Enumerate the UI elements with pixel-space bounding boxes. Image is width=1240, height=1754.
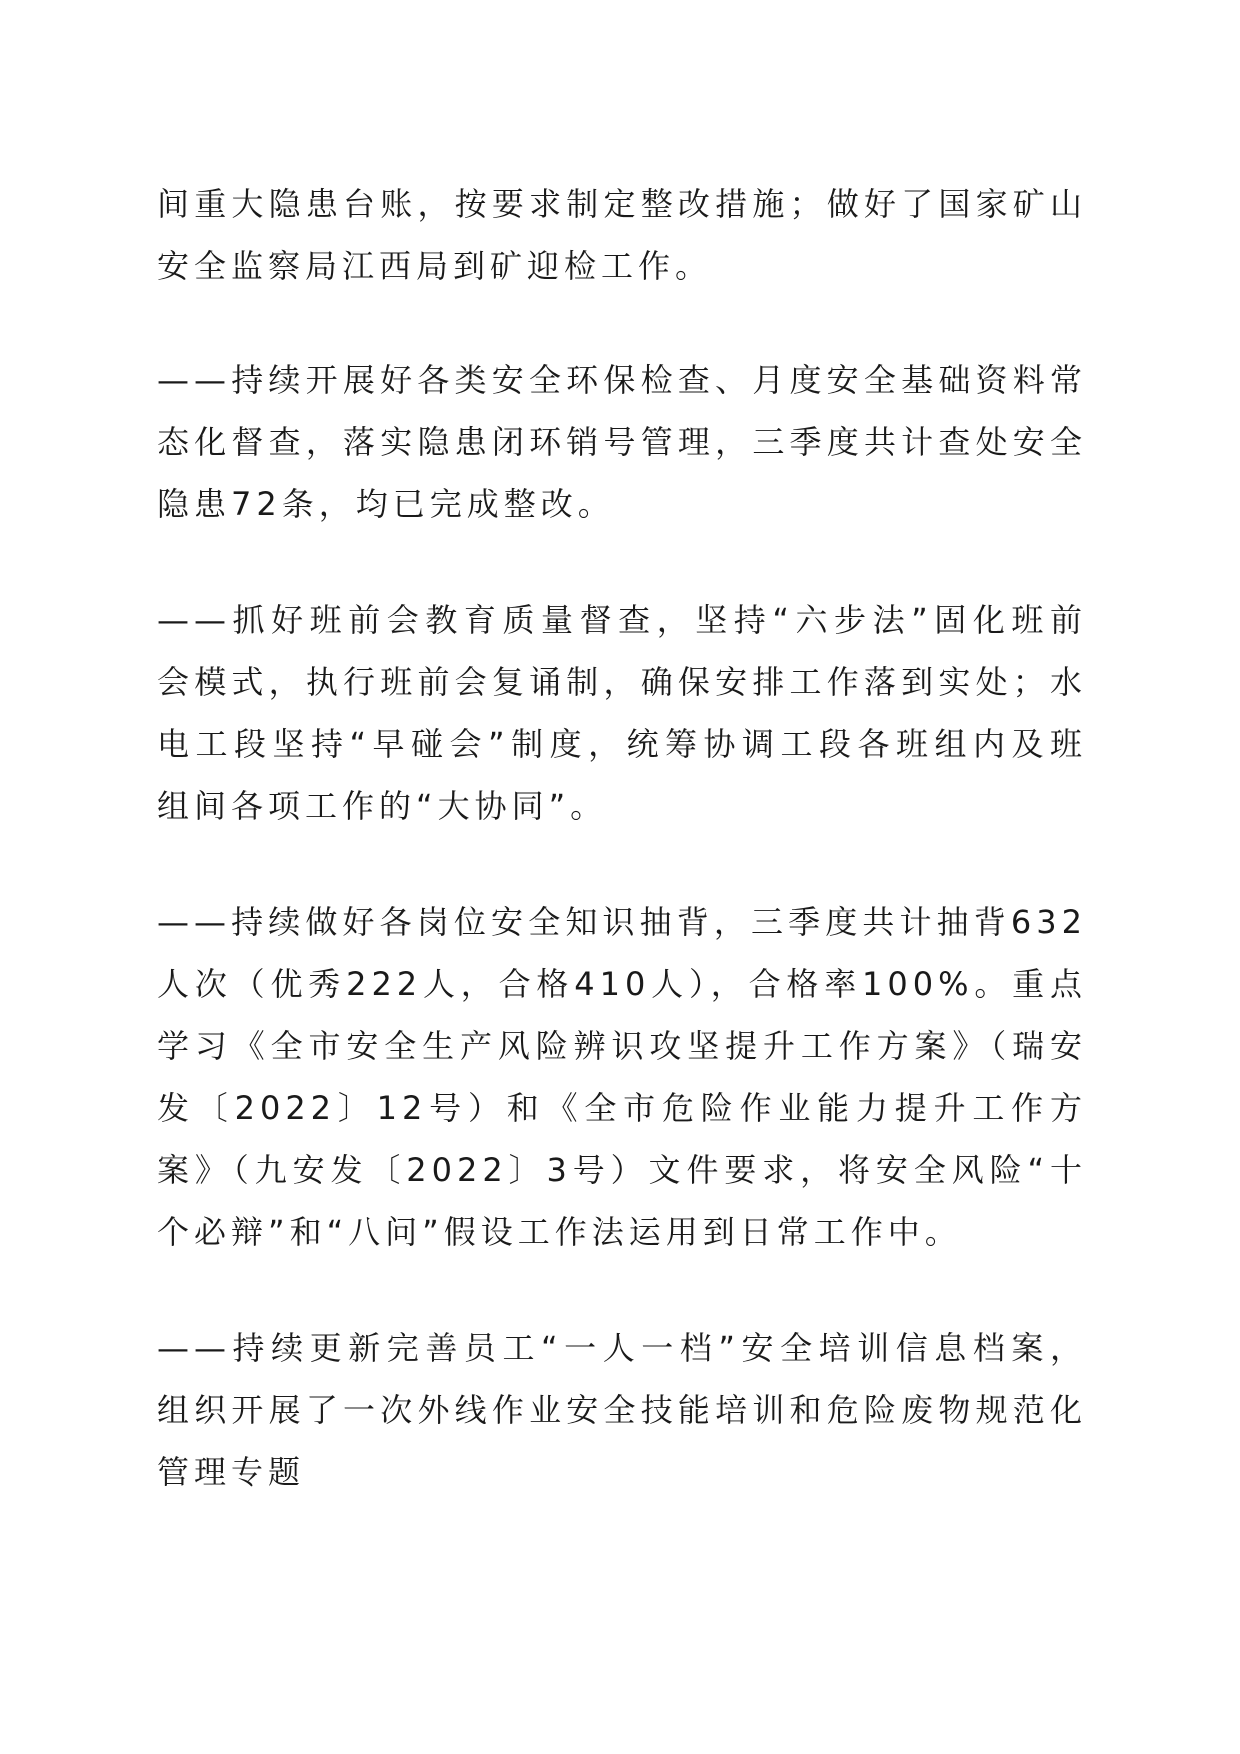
document-body [157, 173, 1087, 1503]
paragraph-training-records: ——持续更新完善员工“一人一档”安全培训信息档案，组织开展了一次外线作业安全技能培训和危险废物规范化管理专题 [157, 1329, 1087, 1491]
paragraph-safety-inspections: ——持续开展好各类安全环保检查、月度安全基础资料常态化督查，落实隐患闭环销号管理，三季度共计查处安全隐患72条，均已完成整改。 [157, 361, 1087, 523]
paragraph-safety-knowledge-checks: ——持续做好各岗位安全知识抽背，三季度共计抽背632人次（优秀222人，合格410人），合格率100%。重点学习《全市安全生产风险辨识攻坚提升工作方案》（瑞安发〔2022〕12号）和《全市危险作业能力提升工作方案》（九安发〔2022〕3号）文件要求，将安全风险“十个必辩”和“八问”假设工作法运用到日常工作中。 [157, 903, 1087, 1251]
paragraph-pre-shift-meetings: ——抓好班前会教育质量督查，坚持“六步法”固化班前会模式，执行班前会复诵制，确保安排工作落到实处；水电工段坚持“早碰会”制度，统筹协调工段各班组内及班组间各项工作的“大协同”。 [157, 601, 1087, 825]
paragraph-hazard-ledger: 间重大隐患台账，按要求制定整改措施；做好了国家矿山安全监察局江西局到矿迎检工作。 [157, 185, 1087, 285]
